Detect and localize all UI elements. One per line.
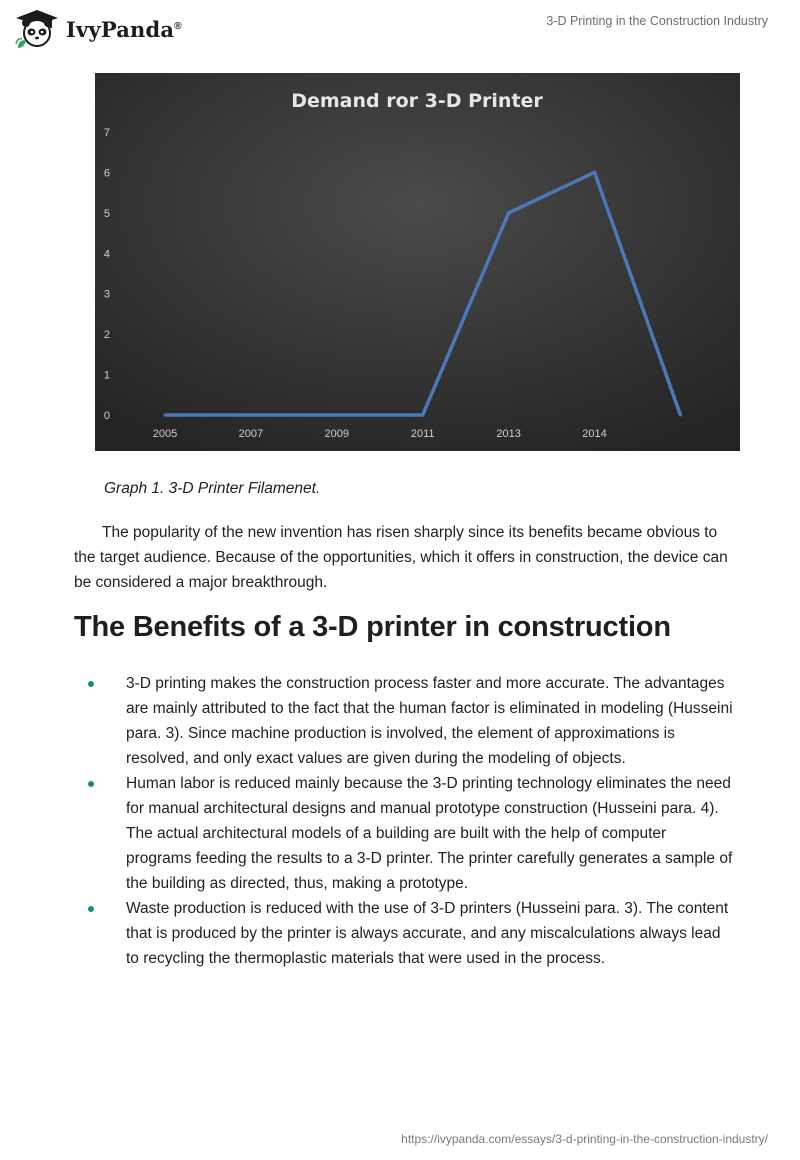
bullet-icon	[88, 681, 94, 687]
document-title: 3-D Printing in the Construction Industry	[546, 14, 768, 28]
list-item: Human labor is reduced mainly because the 3-D printing technology eliminates the need for manual architectural designs and manual prototype construction (Husseini para. 4). The actual architectural models of a building are built with the help of computer programs feeding the results to a 3-D printer. The printer carefully generates a sample of the building as directed, thus, making a prototype.	[74, 771, 734, 896]
list-item: 3-D printing makes the construction process faster and more accurate. The advantages are mainly attributed to the fact that the human factor is eliminated in modeling (Husseini para. 3). Since machine production is involved, the element of approximations is resolved, and only exact values are given during the modeling of objects.	[74, 671, 734, 771]
y-tick-label: 0	[103, 410, 110, 422]
data-point	[507, 211, 510, 214]
bullet-icon	[88, 781, 94, 787]
data-point	[421, 414, 424, 417]
data-point	[679, 414, 682, 417]
chart-background	[95, 73, 740, 451]
y-tick-label: 5	[103, 207, 110, 220]
y-tick-label: 4	[103, 248, 110, 261]
y-tick-label: 2	[103, 329, 110, 342]
y-tick-label: 7	[103, 127, 110, 139]
chart-title: Demand ror 3-D Printer	[291, 90, 543, 112]
page-header	[0, 0, 800, 70]
x-tick-label: 2013	[496, 428, 521, 440]
x-tick-label: 2005	[152, 428, 178, 440]
x-tick-label: 2009	[324, 428, 350, 440]
data-point	[164, 414, 167, 417]
x-tick-label: 2014	[582, 428, 607, 440]
list-item: Waste production is reduced with the use of 3-D printers (Husseini para. 3). The content that is produced by the printer is always accurate, and any miscalculations always lead to recycling the thermoplastic materials that were used in the process.	[74, 896, 734, 971]
y-tick-label: 3	[103, 288, 110, 301]
y-tick-label: 6	[103, 167, 110, 180]
data-point	[249, 414, 252, 417]
logo-text: IvyPanda®	[66, 16, 182, 42]
demand-chart	[95, 73, 740, 451]
y-tick-label: 1	[103, 369, 110, 382]
panda-icon	[14, 8, 60, 50]
data-point	[593, 171, 596, 174]
section-heading: The Benefits of a 3-D printer in construction	[74, 611, 671, 643]
x-tick-label: 2007	[238, 428, 264, 440]
bullet-icon	[88, 906, 94, 912]
benefits-list	[74, 671, 734, 971]
source-url[interactable]: https://ivypanda.com/essays/3-d-printing-in-the-construction-industry/	[401, 1132, 768, 1146]
intro-paragraph: The popularity of the new invention has risen sharply since its benefits became obvious to the target audience. Because of the opportunities, which it offers in construction, the device can be considered a major breakthrough.	[74, 524, 728, 591]
data-point	[335, 414, 338, 417]
x-tick-label: 2011	[410, 428, 435, 440]
figure-caption: Graph 1. 3-D Printer Filamenet.	[104, 480, 321, 497]
ivypanda-logo[interactable]	[14, 8, 182, 50]
line-chart	[95, 73, 740, 451]
